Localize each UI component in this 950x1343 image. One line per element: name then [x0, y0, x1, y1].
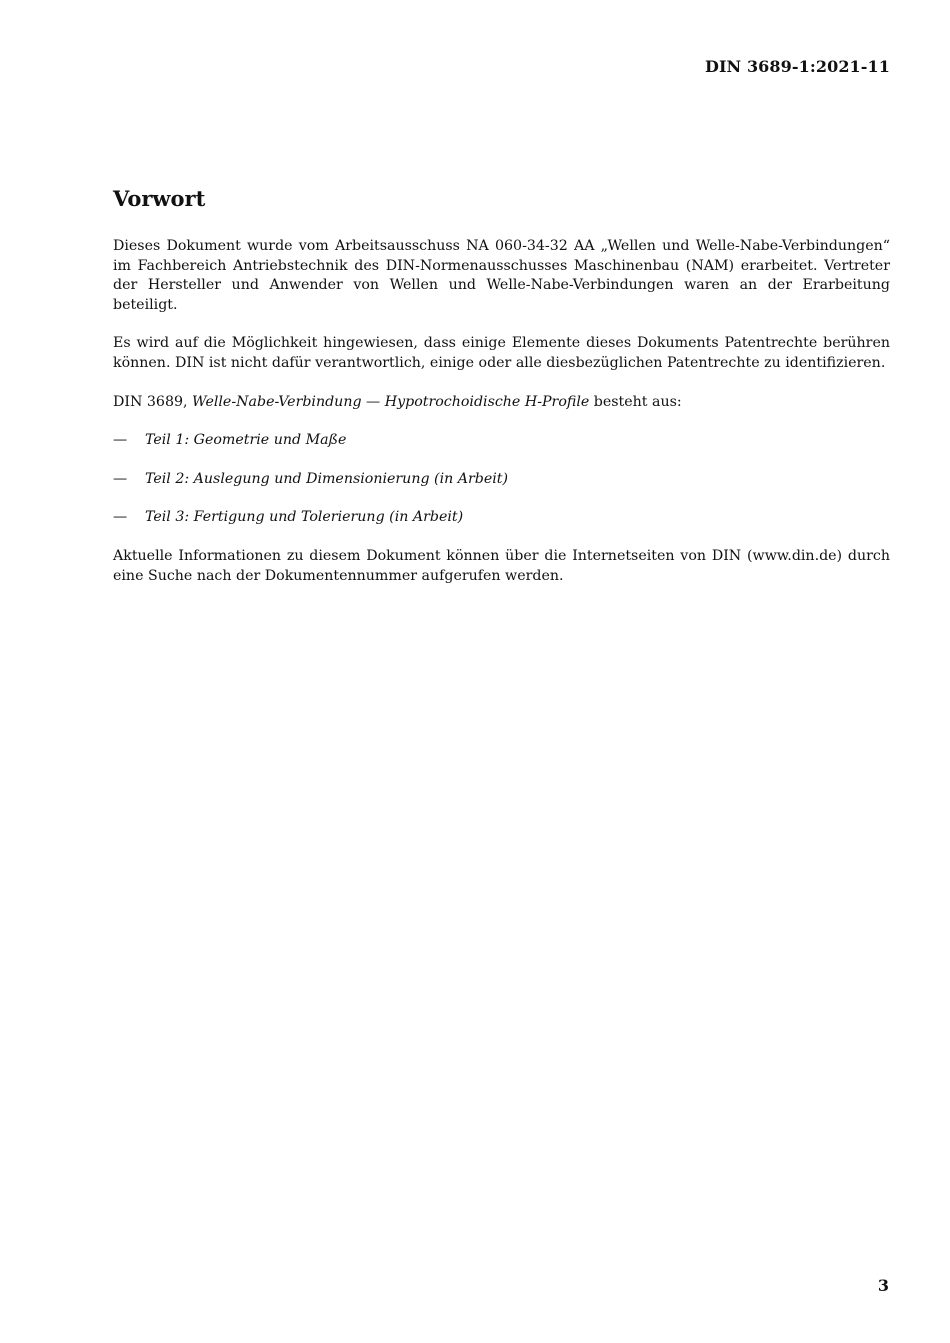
series-prefix: DIN 3689, [113, 393, 193, 410]
list-dash: — [113, 470, 128, 487]
list-dash: — [113, 509, 128, 526]
paragraph-patent-notice: Es wird auf die Möglichkeit hingewiesen, dass einige Elemente dieses Dokuments Patentrechte berühren können. DIN ist nicht dafür verantwortlich, einige oder alle diesbezüglichen Patentrechte zu identifizieren. [113, 335, 890, 371]
foreword-body [113, 237, 890, 605]
document-id: DIN 3689-1:2021-11 [704, 57, 890, 76]
paragraph-committee: Dieses Dokument wurde vom Arbeitsausschuss NA 060-34-32 AA „Wellen und Welle-Nabe-Verbindungen“ im Fachbereich Antriebstechnik des DIN-Normenausschusses Maschinenbau (NAM) erarbeitet. Vertreter der Hersteller und Anwender von Wellen und Welle-Nabe-Verbindungen waren an der Erarbeitung beteiligt. [113, 238, 890, 313]
page-number: 3 [877, 1276, 889, 1295]
list-item-part-1 [113, 431, 890, 451]
part-2-label: Teil 2: Auslegung und Dimensionierung (in Arbeit) [145, 470, 509, 487]
part-1-label: Teil 1: Geometrie und Maße [145, 432, 347, 449]
list-dash: — [113, 432, 128, 449]
list-item-part-2 [113, 470, 890, 490]
paragraph-series-intro [113, 393, 890, 413]
section-title: Vorwort [113, 186, 206, 211]
series-title: Welle-Nabe-Verbindung — Hypotrochoidische H-Profile [192, 393, 590, 410]
paragraph-further-info: Aktuelle Informationen zu diesem Dokument können über die Internetseiten von DIN (www.din.de) durch eine Suche nach der Dokumentennummer aufgerufen werden. [113, 547, 890, 584]
series-suffix: besteht aus: [589, 393, 682, 410]
list-item-part-3 [113, 508, 890, 528]
part-3-label: Teil 3: Fertigung und Tolerierung (in Arbeit) [145, 509, 464, 526]
